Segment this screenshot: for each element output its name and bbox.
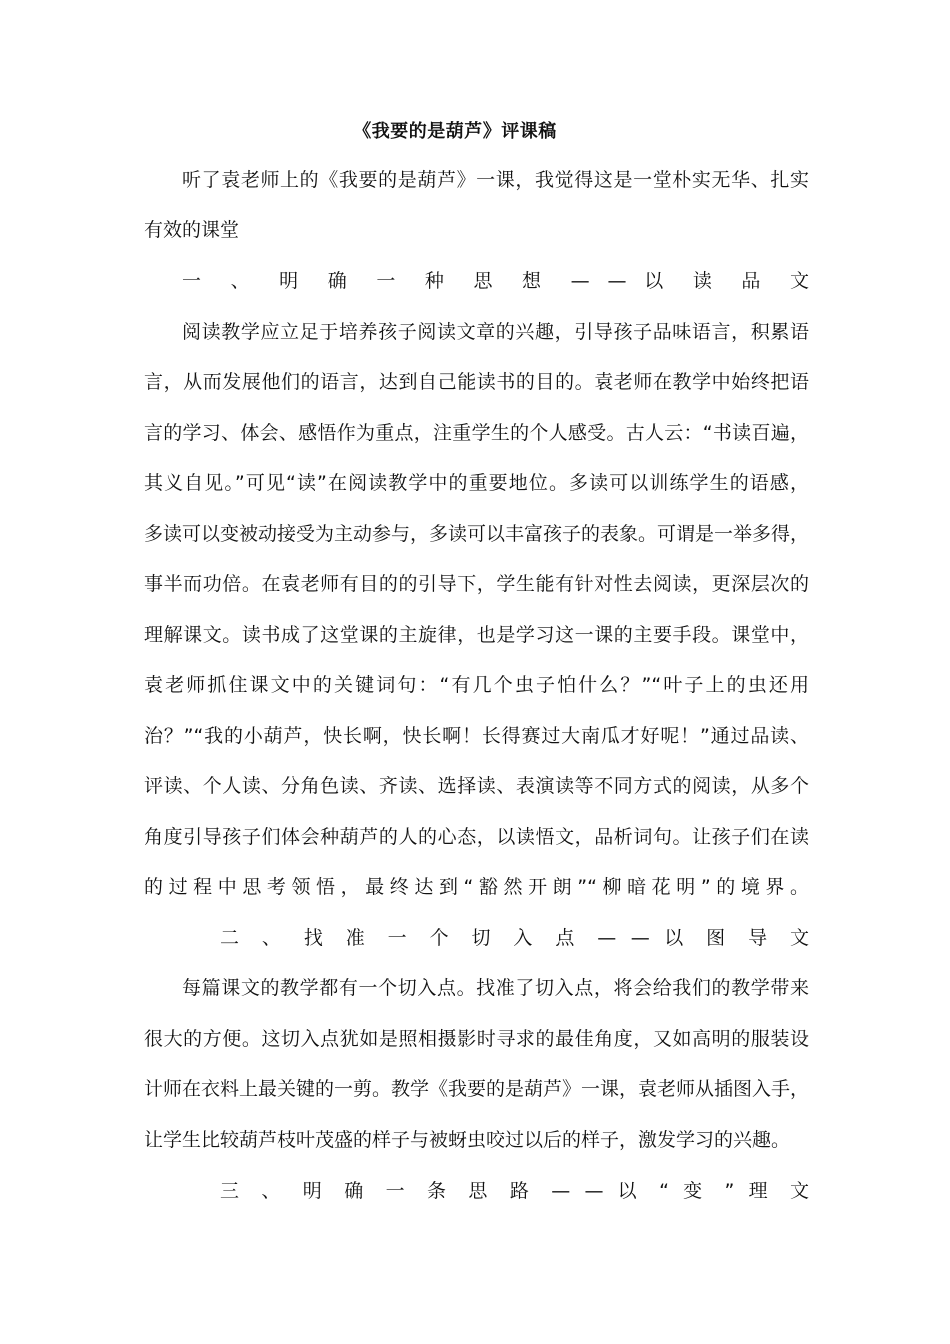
paragraph-2-line-6: 事半而功倍。在袁老师有目的的引导下，学生能有针对性去阅读，更深层次的 [144,573,809,595]
paragraph-2-line-9: 治？”“我的小葫芦，快长啊，快长啊！长得赛过大南瓜才好呢！”通过品读、 [144,725,809,747]
paragraph-2-line-12: 的过程中思考领悟，最终达到“豁然开朗”“柳暗花明”的境界。 [144,876,809,898]
section-heading-1: 一 、 明 确 一 种 思 想 — — 以 读 品 文 [182,270,809,292]
paragraph-2-line-4: 其义自见。”可见“读”在阅读教学中的重要地位。多读可以训练学生的语感， [144,472,809,494]
paragraph-3-line-2: 很大的方便。这切入点犹如是照相摄影时寻求的最佳角度，又如高明的服装设 [144,1028,809,1050]
paragraph-3-line-4: 让学生比较葫芦枝叶茂盛的样子与被蚜虫咬过以后的样子，激发学习的兴趣。 [144,1129,791,1151]
paragraph-2-line-5: 多读可以变被动接受为主动参与，多读可以丰富孩子的表象。可谓是一举多得， [144,523,810,545]
paragraph-3-line-1: 每篇课文的教学都有一个切入点。找准了切入点，将会给我们的教学带来 [182,977,809,999]
paragraph-1-line-2: 有效的课堂 [144,219,240,241]
paragraph-2-line-7: 理解课文。读书成了这堂课的主旋律，也是学习这一课的主要手段。课堂中， [144,624,809,646]
paragraph-2-line-1: 阅读教学应立足于培养孩子阅读文章的兴趣，引导孩子品味语言，积累语 [182,321,809,343]
paragraph-2-line-2: 言，从而发展他们的语言，达到自己能读书的目的。袁老师在教学中始终把语 [144,371,809,393]
paragraph-1-line-1: 听了袁老师上的《我要的是葫芦》一课，我觉得这是一堂朴实无华、扎实 [182,169,809,191]
paragraph-2-line-3: 言的学习、体会、感悟作为重点，注重学生的个人感受。古人云：“书读百遍， [144,422,809,444]
section-heading-2: 二 、 找 准 一 个 切 入 点 — — 以 图 导 文 [220,927,809,949]
paragraph-2-line-8: 袁老师抓住课文中的关键词句：“有几个虫子怕什么？”“叶子上的虫还用 [144,674,809,696]
document-title: 《我要的是葫芦》评课稿 [353,121,557,142]
paragraph-2-line-11: 角度引导孩子们体会种葫芦的人的心态，以读悟文，品析词句。让孩子们在读 [144,826,809,848]
paragraph-2-line-10: 评读、个人读、分角色读、齐读、选择读、表演读等不同方式的阅读，从多个 [144,775,809,797]
section-heading-3: 三 、 明 确 一 条 思 路 — — 以 “ 变 ” 理 文 [220,1180,809,1202]
paragraph-3-line-3: 计师在衣料上最关键的一剪。教学《我要的是葫芦》一课，袁老师从插图入手， [144,1078,810,1100]
